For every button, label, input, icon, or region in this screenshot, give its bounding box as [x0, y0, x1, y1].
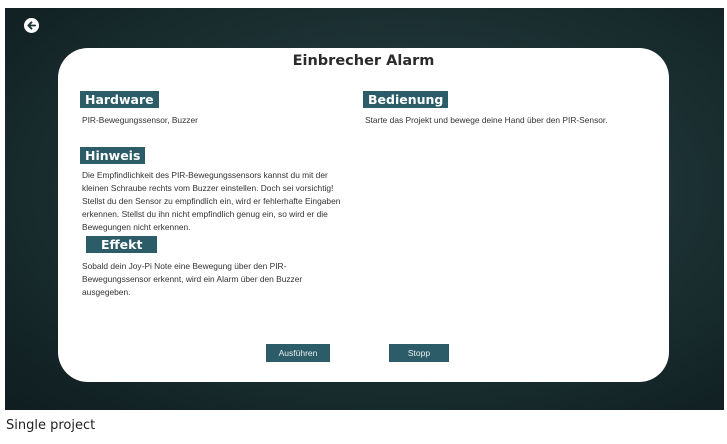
- hinweis-text: [82, 169, 340, 234]
- effekt-line: Bewegungssensor erkennt, wird ein Alarm über den Buzzer: [82, 274, 303, 284]
- effekt-line: Sobald dein Joy-Pi Note eine Bewegung über den PIR-: [82, 261, 287, 271]
- app-screen: [5, 8, 724, 410]
- back-button[interactable]: [24, 18, 39, 33]
- hardware-heading: Hardware: [80, 91, 159, 108]
- effekt-heading: Effekt: [86, 236, 157, 253]
- caption: Single project: [6, 418, 96, 433]
- hardware-text: PIR-Bewegungssensor, Buzzer: [82, 115, 198, 125]
- bedienung-text: Starte das Projekt und bewege deine Hand über den PIR-Sensor.: [365, 115, 608, 125]
- hinweis-heading: Hinweis: [80, 147, 145, 164]
- stop-button[interactable]: Stopp: [389, 344, 449, 362]
- effekt-text: [82, 260, 302, 299]
- hinweis-line: Stellst du den Sensor zu empfindlich ein, wird er fehlerhafte Eingaben: [82, 196, 341, 206]
- page-title: Einbrecher Alarm: [292, 53, 435, 69]
- run-button[interactable]: Ausführen: [266, 344, 330, 362]
- project-card: [58, 48, 669, 382]
- hinweis-line: Bewegungen nicht erkennen.: [82, 222, 191, 232]
- bedienung-heading: Bedienung: [363, 91, 448, 108]
- arrow-left-icon: [26, 20, 37, 31]
- effekt-line: ausgegeben.: [82, 287, 131, 297]
- hinweis-line: kleinen Schraube rechts vom Buzzer einstellen. Doch sei vorsichtig!: [82, 183, 334, 193]
- hinweis-line: erkennen. Stellst du ihn nicht empfindlich genug ein, so wird er die: [82, 209, 328, 219]
- hinweis-line: Die Empfindlichkeit des PIR-Bewegungssensors kannst du mit der: [82, 170, 328, 180]
